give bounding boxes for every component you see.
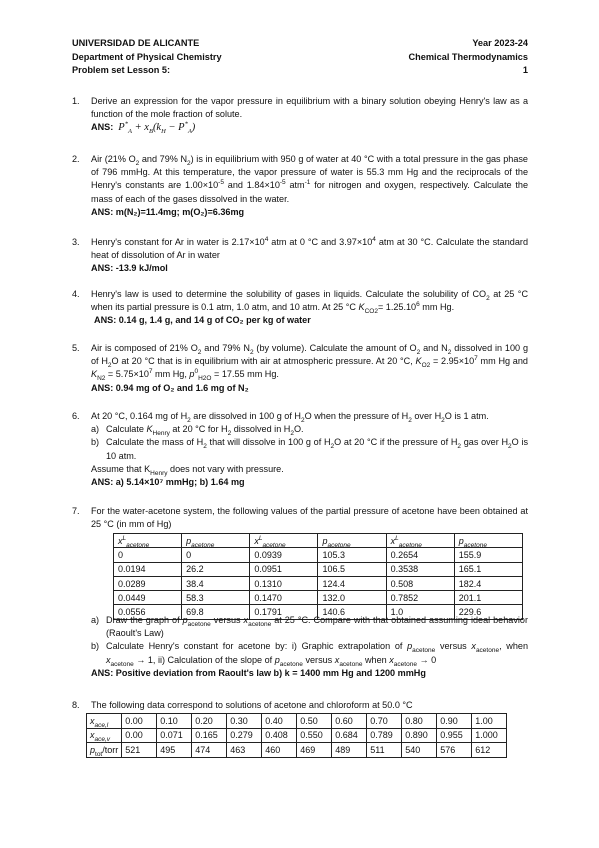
problem-number: 1. — [72, 96, 80, 106]
table-cell: 0.0449 — [114, 591, 182, 605]
table-cell: 1.00 — [472, 714, 507, 729]
table-cell: 0.0289 — [114, 576, 182, 590]
table-cell: 460 — [262, 743, 297, 758]
table-cell: 0.50 — [297, 714, 332, 729]
column-header: $p_{acetone}$ — [182, 534, 250, 548]
table-cell: 0.1310 — [250, 576, 318, 590]
table-cell: 0.30 — [227, 714, 262, 729]
table-cell: 0.0951 — [250, 562, 318, 576]
table-cell: 0.165 — [192, 728, 227, 743]
table-cell: 0.80 — [402, 714, 437, 729]
table-cell: 106.5 — [318, 562, 386, 576]
answer: ANS: 0.94 mg of O₂ and 1.6 mg of N₂ — [91, 382, 249, 393]
problem-6 — [72, 410, 528, 489]
table-cell: 0.1470 — [250, 591, 318, 605]
table-cell: 0.3538 — [386, 562, 454, 576]
table-row — [114, 548, 523, 562]
answer: ANS: m(N₂)=11.4mg; m(O₂)=6.36mg — [91, 206, 245, 217]
table-cell: 201.1 — [454, 591, 522, 605]
table-cell: 0.2654 — [386, 548, 454, 562]
table-cell: 489 — [332, 743, 367, 758]
table-header-row — [114, 534, 523, 548]
acetone-chloroform-table — [86, 713, 507, 758]
table-cell: 0.0194 — [114, 562, 182, 576]
table-row — [87, 728, 507, 743]
academic-year: Year 2023-24 — [472, 38, 528, 48]
table-cell: 469 — [297, 743, 332, 758]
table-cell: 0 — [114, 548, 182, 562]
column-header: $x^L_{acetone}$ — [386, 534, 454, 548]
table-cell: 69.8 — [182, 605, 250, 619]
answer: ANS: a) 5.14×10⁷ mmHg; b) 1.64 mg — [91, 477, 245, 488]
table-cell: 474 — [192, 743, 227, 758]
table-cell: 495 — [157, 743, 192, 758]
table-cell: 105.3 — [318, 548, 386, 562]
problem-set-title: Problem set Lesson 5: — [72, 65, 171, 76]
page-header — [72, 37, 528, 78]
table-cell: 0.00 — [122, 728, 157, 743]
table-cell: 0.10 — [157, 714, 192, 729]
table-cell: 0.789 — [367, 728, 402, 743]
page-number: 1 — [522, 65, 528, 76]
table-cell: 0.1791 — [250, 605, 318, 619]
table-cell: 0.550 — [297, 728, 332, 743]
column-header: $x^L_{acetone}$ — [114, 534, 182, 548]
problem-text: The following data correspond to solutions of acetone and chloroform at 50.0 °C — [91, 700, 413, 710]
problem-number: 4. — [72, 289, 80, 299]
row-label: $p_{tot}$/torr — [87, 743, 122, 758]
problem-7 — [72, 505, 528, 531]
problem-number: 7. — [72, 506, 80, 516]
table-cell: 463 — [227, 743, 262, 758]
table-cell: 155.9 — [454, 548, 522, 562]
problem-2 — [72, 153, 528, 219]
table-cell: 511 — [367, 743, 402, 758]
table-cell: 140.6 — [318, 605, 386, 619]
table-cell: 132.0 — [318, 591, 386, 605]
table-cell: 0.0939 — [250, 548, 318, 562]
table-cell: 58.3 — [182, 591, 250, 605]
problem-text: Air is composed of 21% $O_2$ and 79% $N_2$ (by volume). Calculate the amount of $O_2$ and $N_2$ dissolved in 100 g of $H_2O$ at 20 °C that is in equilibrium with air at atmospheric pressure. At 20 °C, $K_{O2} = 2.95\times 10^7$ mm Hg and $K_{N2} = 5.75\times 10^7$ mm Hg, $p^0_{H2O} = 17.55$ mm Hg. — [91, 343, 529, 383]
problem-4 — [72, 288, 528, 328]
table-cell: 0.071 — [157, 728, 192, 743]
table-cell: 1.000 — [472, 728, 507, 743]
table-cell: 576 — [437, 743, 472, 758]
answer-formula: $P^*_A + x_B(k_H - P^*_A)$ — [118, 120, 196, 136]
answer: ANS: $P^*_A + x_B(k_H - P^*_A)$ — [91, 120, 196, 136]
table-cell: 229.6 — [454, 605, 522, 619]
table-cell: 0.408 — [262, 728, 297, 743]
table-cell: 612 — [472, 743, 507, 758]
problem-text: Air (21% $O_2$ and 79% $N_2$) is in equilibrium with 950 g of water at 40 °C with a total pressure in the gas phase of 796 mmHg. At this temperature, the vapor pressure of water is 55.3 mm Hg and the reciprocals of the Henry's constants are $1.00\times 10^{-5}$ and $1.84\times 10^{-5}$ atm$^{-1}$ for nitrogen and oxygen, respectively. Calculate the mass of each of the gases dissolved in the water. — [91, 154, 529, 204]
table-cell: 0.40 — [262, 714, 297, 729]
table-cell: 0.508 — [386, 576, 454, 590]
problem-text: Henry's constant for Ar in water is $2.17\times 10^4$ atm at 0 °C and $3.97\times 10^4$ atm at 30 °C. Calculate the standard heat of dissolution of Ar in water — [91, 235, 528, 261]
column-header: $p_{acetone}$ — [318, 534, 386, 548]
table-cell: 1.0 — [386, 605, 454, 619]
table-cell: 0.279 — [227, 728, 262, 743]
problem-3 — [72, 236, 528, 276]
problem-number: 2. — [72, 154, 80, 164]
problem-text: Derive an expression for the vapor pressure in equilibrium with a binary solution obeying Henry's law as a function of the mole fraction of solute. — [91, 96, 528, 120]
table-cell: 0.7852 — [386, 591, 454, 605]
answer: ANS: -13.9 kJ/mol — [91, 263, 168, 274]
table-cell: 0.684 — [332, 728, 367, 743]
problem-5 — [72, 342, 528, 395]
table-cell: 0.90 — [437, 714, 472, 729]
sub-question-b: b) Calculate Henry's constant for acetone by: i) Graphic extrapolation of $p_{acetone}$ versus $x_{acetone}$, when $x_{acetone} \to 1$, ii) Calculation of the slope of $p_{acetone}$ versus $x_{acetone}$ when $x_{acetone} \to 0$ — [91, 641, 529, 668]
table-cell: 0.20 — [192, 714, 227, 729]
table-cell: 0.60 — [332, 714, 367, 729]
table-row — [114, 576, 523, 590]
department-name: Department of Physical Chemistry — [72, 51, 222, 62]
problem-text: At 20 °C, 0.164 mg of $H_2$ are dissolved in 100 g of $H_2O$ when the pressure of $H_2$ over $H_2O$ is 1 atm. — [91, 411, 489, 424]
assumption-text: Assume that $K_{Henry}$ does not vary with pressure. — [91, 463, 284, 477]
university-name: UNIVERSIDAD DE ALICANTE — [72, 38, 200, 48]
answer: ANS: Positive deviation from Raoult's law b) k = 1400 mm Hg and 1200 mmHg — [91, 667, 426, 678]
problem-number: 3. — [72, 237, 80, 247]
row-label: $x_{ace,l}$ — [87, 714, 122, 729]
table-cell: 0.955 — [437, 728, 472, 743]
problem-1 — [72, 95, 528, 135]
table-row — [114, 591, 523, 605]
table-cell: 38.4 — [182, 576, 250, 590]
table-cell: 0.00 — [122, 714, 157, 729]
course-name: Chemical Thermodynamics — [408, 51, 528, 62]
problem-number: 8. — [72, 700, 80, 710]
table-cell: 0.70 — [367, 714, 402, 729]
column-header: $x^L_{acetone}$ — [250, 534, 318, 548]
problem-8 — [72, 699, 528, 712]
table-cell: 124.4 — [318, 576, 386, 590]
problem-text: For the water-acetone system, the following values of the partial pressure of acetone have been obtained at 25 °C (in mm of Hg) — [91, 506, 528, 530]
table-row — [87, 743, 507, 758]
table-row — [87, 714, 507, 729]
table-cell: 0 — [182, 548, 250, 562]
table-cell: 26.2 — [182, 562, 250, 576]
table-cell: 540 — [402, 743, 437, 758]
problem-number: 6. — [72, 411, 80, 421]
row-label: $x_{ace,v}$ — [87, 728, 122, 743]
table-cell: 165.1 — [454, 562, 522, 576]
sub-question-a: a) Draw the graph of $p_{acetone}$ versus $x_{acetone}$ at 25 °C. Compare with that obtained assuming ideal behavior (Raoult's Law) — [91, 615, 529, 639]
table-cell: 0.0556 — [114, 605, 182, 619]
table-cell: 182.4 — [454, 576, 522, 590]
problem-number: 5. — [72, 343, 80, 353]
table-cell: 0.890 — [402, 728, 437, 743]
answer: ANS: 0.14 g, 1.4 g, and 14 g of CO₂ per kg of water — [94, 315, 311, 326]
sub-question-b: b) Calculate the mass of $H_2$ that will dissolve in 100 g of $H_2O$ at 20 °C if the pressure of $H_2$ gas over $H_2O$ is 10 atm. — [91, 437, 529, 461]
problem-7-questions — [72, 614, 528, 680]
table-cell: 521 — [122, 743, 157, 758]
acetone-pressure-table — [113, 533, 523, 620]
problem-text: Henry's law is used to determine the solubility of gases in liquids. Calculate the solubility of $CO_2$ at 25 °C when its partial pressure is 0.1 atm, 1.0 atm, and 10 atm. At 25 °C $K_{CO2}= 1.25.10^6$ mm Hg. — [91, 289, 529, 316]
table-row — [114, 562, 523, 576]
sub-question-a: a) Calculate $K_{Henry}$ at 20 °C for $H_2$ dissolved in $H_2O$. — [91, 424, 304, 438]
column-header: $p_{acetone}$ — [454, 534, 522, 548]
